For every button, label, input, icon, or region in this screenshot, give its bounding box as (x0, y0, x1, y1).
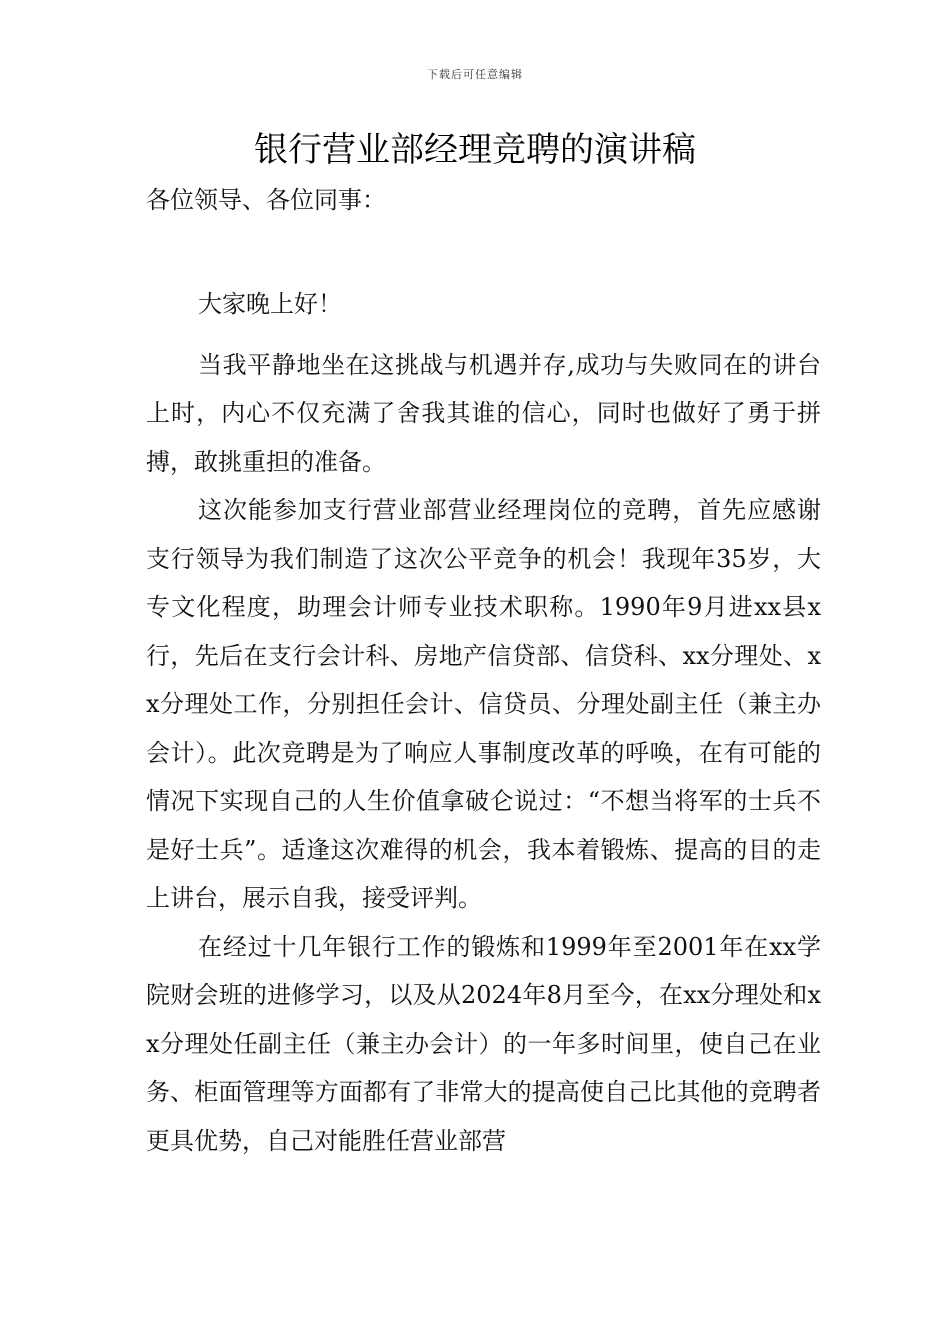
salutation: 各位领导、各位同事： (146, 186, 386, 214)
document-title: 银行营业部经理竞聘的演讲稿 (254, 130, 696, 170)
paragraph-opening: 当我平静地坐在这挑战与机遇并存,成功与失败同在的讲台上时，内心不仅充满了舍我其谁的信心，同时也做好了勇于拼搏，敢挑重担的准备。 (146, 350, 821, 476)
paragraph-greeting: 大家晚上好！ (198, 290, 342, 318)
paragraph-experience: 在经过十几年银行工作的锻炼和1999年至2001年在xx学院财会班的进修学习，以及从2024年8月至今，在xx分理处和xx分理处任副主任（兼主办会计）的一年多时间里，使自己在业务、柜面管理等方面都有了非常大的提高使自己比其他的竞聘者更具优势，自己对能胜任营业部营 (146, 932, 821, 1155)
header-note: 下载后可任意编辑 (427, 68, 523, 81)
speech-body (146, 280, 821, 1165)
paragraph-background: 这次能参加支行营业部营业经理岗位的竞聘，首先应感谢支行领导为我们制造了这次公平竞争的机会！我现年35岁，大专文化程度，助理会计师专业技术职称。1990年9月进xx县x行，先后在支行会计科、房地产信贷部、信贷科、xx分理处、xx分理处工作，分别担任会计、信贷员、分理处副主任（兼主办会计）。此次竞聘是为了响应人事制度改革的呼唤，在有可能的情况下实现自己的人生价值拿破仑说过：“不想当将军的士兵不是好士兵”。适逢这次难得的机会，我本着锻炼、提高的目的走上讲台，展示自我，接受评判。 (146, 496, 821, 912)
